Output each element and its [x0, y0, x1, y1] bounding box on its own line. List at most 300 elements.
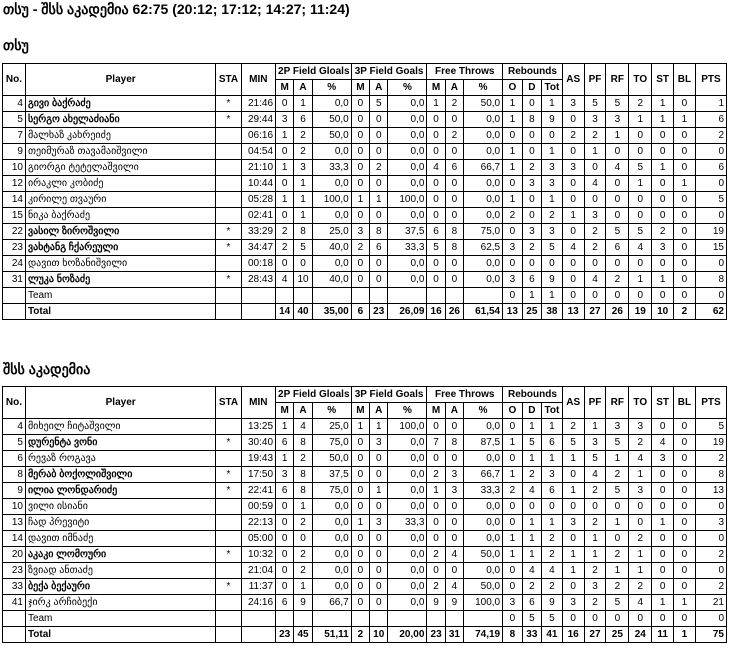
minutes: 34:47 — [241, 240, 275, 256]
stat-m2: 0 — [276, 256, 294, 272]
minutes: 22:13 — [241, 515, 275, 531]
stat-st: 0 — [652, 208, 674, 224]
stat-af: 4 — [445, 547, 463, 563]
stat-a2: 8 — [294, 435, 312, 451]
stat-a2: 2 — [294, 144, 312, 160]
stat-tot: 3 — [542, 160, 563, 176]
stat-af: 0 — [445, 112, 463, 128]
stat-d: 6 — [522, 272, 542, 288]
stat-p2: 50,0 — [312, 451, 351, 467]
stat-tot: 9 — [542, 595, 563, 611]
stat-m3: 0 — [351, 176, 369, 192]
stat-p3: 33,3 — [388, 515, 427, 531]
stat-af: 0 — [445, 208, 463, 224]
stat-p3: 0,0 — [388, 160, 427, 176]
player-number: 8 — [3, 467, 26, 483]
stat-tot: 1 — [542, 419, 563, 435]
player-name: ლუკა ნოზაძე — [25, 272, 215, 288]
starter-mark — [216, 531, 241, 547]
stat-tot: 0 — [542, 256, 563, 272]
col-header-bl: BL — [674, 387, 696, 419]
stat-tot: 6 — [542, 435, 563, 451]
stat-rf: 2 — [606, 272, 629, 288]
stat-bl: 0 — [674, 579, 696, 595]
game-title: თსუ - შსს აკადემია 62:75 (20:12; 17:12; 14:27; 11:24) — [3, 1, 350, 17]
minutes: 02:41 — [241, 208, 275, 224]
player-name: ჩად პრევიტი — [25, 515, 215, 531]
player-row — [3, 499, 727, 515]
stat-st: 0 — [652, 467, 674, 483]
stat-tot: 1 — [542, 192, 563, 208]
stat-as: 0 — [562, 531, 584, 547]
total-pf: 74,19 — [464, 627, 503, 643]
stat-o: 1 — [503, 144, 523, 160]
stat-af: 0 — [445, 144, 463, 160]
player-name: კირილე თვაური — [25, 192, 215, 208]
stat-m3: 0 — [351, 128, 369, 144]
stat-st: 1 — [652, 96, 674, 112]
stat-a2: 2 — [294, 563, 312, 579]
stat-a2: 2 — [294, 128, 312, 144]
stat-bl: 0 — [674, 288, 696, 304]
stat-p2: 0,0 — [312, 256, 351, 272]
stat-as: 4 — [562, 240, 584, 256]
stat-as: 3 — [562, 595, 584, 611]
stat-to: 0 — [629, 192, 652, 208]
player-row — [3, 579, 727, 595]
col-subheader-pct: % — [464, 80, 503, 96]
total-a3: 23 — [370, 304, 388, 320]
stat-pf: 50,0 — [464, 547, 503, 563]
stat-to: 1 — [629, 563, 652, 579]
stat-to: 4 — [629, 240, 652, 256]
stat-af: 8 — [445, 224, 463, 240]
stat-pf: 3 — [584, 579, 606, 595]
stat-bl: 1 — [674, 176, 696, 192]
player-number — [3, 288, 26, 304]
stat-p2: 25,0 — [312, 224, 351, 240]
col-subheader-o: O — [503, 403, 523, 419]
stat-m3: 0 — [351, 144, 369, 160]
player-row — [3, 208, 727, 224]
stat-pts: 5 — [695, 192, 726, 208]
stat-pts: 8 — [695, 467, 726, 483]
stat-p3: 0,0 — [388, 579, 427, 595]
stat-af: 0 — [445, 515, 463, 531]
stat-a2 — [294, 611, 312, 627]
stat-a3: 0 — [370, 547, 388, 563]
stat-a3: 3 — [370, 515, 388, 531]
stat-pts: 2 — [695, 547, 726, 563]
stat-mf: 0 — [427, 515, 445, 531]
starter-mark — [216, 595, 241, 611]
stat-m2: 3 — [276, 467, 294, 483]
player-name: მიხეილ ჩიტაშვილი — [25, 419, 215, 435]
starter-mark: * — [216, 483, 241, 499]
player-row — [3, 451, 727, 467]
stat-p3: 37,5 — [388, 224, 427, 240]
col-header-player: Player — [25, 64, 215, 96]
stat-af: 4 — [445, 579, 463, 595]
stat-pts: 0 — [695, 208, 726, 224]
stat-to: 2 — [629, 435, 652, 451]
stat-pts: 0 — [695, 499, 726, 515]
col-subheader-m: M — [427, 403, 445, 419]
stat-m2: 0 — [276, 208, 294, 224]
stat-tot: 2 — [542, 547, 563, 563]
stat-st: 0 — [652, 483, 674, 499]
col-header-bl: BL — [674, 64, 696, 96]
total-no-blank — [3, 627, 26, 643]
col-subheader-pct: % — [464, 403, 503, 419]
stat-o: 0 — [503, 419, 523, 435]
starter-mark: * — [216, 224, 241, 240]
stat-a3: 8 — [370, 224, 388, 240]
total-row — [3, 627, 727, 643]
stat-tot: 1 — [542, 515, 563, 531]
stat-m2: 0 — [276, 176, 294, 192]
stat-as: 5 — [562, 435, 584, 451]
stat-o: 0 — [503, 224, 523, 240]
player-name: დურენტა ვონი — [25, 435, 215, 451]
stat-pf: 0,0 — [464, 563, 503, 579]
stat-pf: 0,0 — [464, 192, 503, 208]
minutes: 11:37 — [241, 579, 275, 595]
player-name: გივი ბაქრაძე — [25, 96, 215, 112]
minutes — [241, 611, 275, 627]
stat-m3: 1 — [351, 419, 369, 435]
stat-d: 4 — [522, 563, 542, 579]
stat-pf: 3 — [584, 112, 606, 128]
stat-p2: 25,0 — [312, 419, 351, 435]
stat-a2: 1 — [294, 579, 312, 595]
stat-bl: 0 — [674, 272, 696, 288]
stat-a3: 0 — [370, 144, 388, 160]
stat-m3: 0 — [351, 499, 369, 515]
stat-pf: 0,0 — [464, 176, 503, 192]
team-name-home: თსუ — [3, 37, 29, 53]
col-header-st: ST — [652, 64, 674, 96]
starter-mark — [216, 192, 241, 208]
minutes: 30:40 — [241, 435, 275, 451]
stat-tot: 1 — [542, 288, 563, 304]
stat-a3: 0 — [370, 595, 388, 611]
stat-mf: 2 — [427, 547, 445, 563]
stat-m2: 0 — [276, 579, 294, 595]
stat-p2: 50,0 — [312, 112, 351, 128]
stat-a3: 1 — [370, 419, 388, 435]
stat-pf: 2 — [584, 240, 606, 256]
player-number: 5 — [3, 112, 26, 128]
stat-p2: 0,0 — [312, 531, 351, 547]
stat-p2: 0,0 — [312, 499, 351, 515]
col-subheader-a: A — [445, 403, 463, 419]
stat-p2: 0,0 — [312, 515, 351, 531]
stat-to: 1 — [629, 467, 652, 483]
stat-p2 — [312, 288, 351, 304]
stat-pts: 2 — [695, 128, 726, 144]
stat-as: 0 — [562, 467, 584, 483]
stat-to: 0 — [629, 611, 652, 627]
total-no-blank — [3, 304, 26, 320]
stat-pf: 3 — [584, 208, 606, 224]
stat-o: 0 — [503, 451, 523, 467]
starter-mark — [216, 144, 241, 160]
starter-mark: * — [216, 112, 241, 128]
total-sta-blank — [216, 304, 241, 320]
stat-mf: 2 — [427, 467, 445, 483]
stat-a3: 0 — [370, 112, 388, 128]
stat-o: 1 — [503, 531, 523, 547]
stat-p3: 0,0 — [388, 435, 427, 451]
col-subheader-m: M — [276, 80, 294, 96]
starter-mark — [216, 208, 241, 224]
player-name: გიორგი ტეტელაშვილი — [25, 160, 215, 176]
stat-tot: 2 — [542, 531, 563, 547]
stat-d: 2 — [522, 579, 542, 595]
stat-m3: 0 — [351, 547, 369, 563]
stat-m2: 3 — [276, 112, 294, 128]
player-name: თეიმურაზ თავამაიშვილი — [25, 144, 215, 160]
stat-pf: 62,5 — [464, 240, 503, 256]
player-name: ვილი ისიანი — [25, 499, 215, 515]
stat-bl: 0 — [674, 467, 696, 483]
total-d: 33 — [522, 627, 542, 643]
player-row — [3, 515, 727, 531]
stat-pf: 2 — [584, 128, 606, 144]
player-row — [3, 595, 727, 611]
stat-pts: 0 — [695, 144, 726, 160]
col-subheader-a: A — [445, 80, 463, 96]
stat-o: 0 — [503, 563, 523, 579]
stat-pf: 0 — [584, 160, 606, 176]
stat-d: 2 — [522, 240, 542, 256]
stat-to: 4 — [629, 595, 652, 611]
total-row — [3, 304, 727, 320]
minutes: 10:32 — [241, 547, 275, 563]
stat-st: 1 — [652, 515, 674, 531]
stat-tot: 2 — [542, 208, 563, 224]
stat-pts: 6 — [695, 112, 726, 128]
stat-st: 3 — [652, 451, 674, 467]
stat-as: 3 — [562, 96, 584, 112]
stat-m2: 0 — [276, 515, 294, 531]
stat-rf: 0 — [606, 208, 629, 224]
stat-af: 0 — [445, 256, 463, 272]
player-row — [3, 467, 727, 483]
col-subheader-d: D — [522, 80, 542, 96]
minutes: 13:25 — [241, 419, 275, 435]
stat-a2: 0 — [294, 256, 312, 272]
stat-bl: 1 — [674, 112, 696, 128]
minutes: 19:43 — [241, 451, 275, 467]
stat-tot: 1 — [542, 96, 563, 112]
player-number: 33 — [3, 579, 26, 595]
player-number: 15 — [3, 208, 26, 224]
stat-bl: 1 — [674, 595, 696, 611]
minutes: 10:44 — [241, 176, 275, 192]
stat-p3: 100,0 — [388, 192, 427, 208]
player-name: ილია ლონდარიძე — [25, 483, 215, 499]
stat-as: 0 — [562, 272, 584, 288]
stat-st: 0 — [652, 611, 674, 627]
stat-d: 1 — [522, 515, 542, 531]
stat-p2: 0,0 — [312, 547, 351, 563]
stat-mf: 1 — [427, 483, 445, 499]
stat-d: 1 — [522, 288, 542, 304]
stat-mf: 0 — [427, 256, 445, 272]
stat-m2: 6 — [276, 595, 294, 611]
stat-pf: 0 — [584, 256, 606, 272]
stat-rf: 5 — [606, 483, 629, 499]
stat-m2: 2 — [276, 224, 294, 240]
stat-af: 3 — [445, 483, 463, 499]
total-st: 11 — [652, 627, 674, 643]
col-subheader-pct: % — [312, 403, 351, 419]
stat-mf: 0 — [427, 192, 445, 208]
stat-af: 9 — [445, 595, 463, 611]
stat-a2: 5 — [294, 240, 312, 256]
stat-pf: 2 — [584, 515, 606, 531]
starter-mark — [216, 419, 241, 435]
stat-to: 0 — [629, 499, 652, 515]
stat-m2: 6 — [276, 435, 294, 451]
stat-af: 0 — [445, 451, 463, 467]
stat-a3 — [370, 288, 388, 304]
stat-p2: 0,0 — [312, 579, 351, 595]
stat-p3: 33,3 — [388, 240, 427, 256]
stat-tot: 9 — [542, 272, 563, 288]
stat-af — [445, 611, 463, 627]
starter-mark — [216, 176, 241, 192]
stat-tot: 0 — [542, 128, 563, 144]
stat-af: 0 — [445, 272, 463, 288]
player-number: 24 — [3, 256, 26, 272]
minutes: 29:44 — [241, 112, 275, 128]
stat-st: 1 — [652, 272, 674, 288]
stat-to: 0 — [629, 256, 652, 272]
stat-a2: 1 — [294, 499, 312, 515]
total-o: 8 — [503, 627, 523, 643]
stat-pf: 4 — [584, 272, 606, 288]
stat-o: 1 — [503, 192, 523, 208]
total-a2: 45 — [294, 627, 312, 643]
stat-p3: 0,0 — [388, 531, 427, 547]
stat-p2: 0,0 — [312, 96, 351, 112]
player-name: დავით ხოზანიშვილი — [25, 256, 215, 272]
stat-rf: 3 — [606, 419, 629, 435]
stat-o: 0 — [503, 499, 523, 515]
stat-m3: 0 — [351, 483, 369, 499]
stat-bl: 0 — [674, 499, 696, 515]
stat-mf: 9 — [427, 595, 445, 611]
stat-mf: 1 — [427, 96, 445, 112]
total-m2: 14 — [276, 304, 294, 320]
stat-af: 0 — [445, 563, 463, 579]
stat-rf: 0 — [606, 531, 629, 547]
stat-a3: 1 — [370, 192, 388, 208]
player-row — [3, 611, 727, 627]
stat-tot: 1 — [542, 451, 563, 467]
stat-o: 0 — [503, 611, 523, 627]
total-m3: 2 — [351, 627, 369, 643]
stat-pf: 5 — [584, 451, 606, 467]
player-number: 5 — [3, 435, 26, 451]
stat-pf: 50,0 — [464, 96, 503, 112]
stat-p2: 100,0 — [312, 192, 351, 208]
stat-bl: 0 — [674, 96, 696, 112]
stat-mf: 0 — [427, 451, 445, 467]
stat-d: 8 — [522, 112, 542, 128]
stat-pts: 0 — [695, 176, 726, 192]
stat-p3: 0,0 — [388, 208, 427, 224]
total-pf: 27 — [584, 304, 606, 320]
stat-pf: 0,0 — [464, 112, 503, 128]
stat-rf: 0 — [606, 176, 629, 192]
stat-m3: 2 — [351, 240, 369, 256]
col-subheader-pct: % — [388, 403, 427, 419]
stat-rf: 1 — [606, 515, 629, 531]
stat-af: 3 — [445, 467, 463, 483]
starter-mark: * — [216, 547, 241, 563]
stat-d: 0 — [522, 144, 542, 160]
stat-st: 0 — [652, 547, 674, 563]
stat-mf: 4 — [427, 160, 445, 176]
stat-p3: 0,0 — [388, 595, 427, 611]
stat-pf: 0,0 — [464, 499, 503, 515]
stat-mf: 0 — [427, 499, 445, 515]
player-row — [3, 256, 727, 272]
col-header-no: No. — [3, 64, 26, 96]
player-number: 14 — [3, 531, 26, 547]
stat-as: 2 — [562, 419, 584, 435]
stat-p3: 0,0 — [388, 144, 427, 160]
stat-as: 1 — [562, 547, 584, 563]
stat-pf: 0 — [584, 499, 606, 515]
stat-pf: 0 — [584, 288, 606, 304]
stat-a2: 8 — [294, 483, 312, 499]
stat-pts: 5 — [695, 419, 726, 435]
total-pf: 27 — [584, 627, 606, 643]
stat-d: 4 — [522, 483, 542, 499]
stat-mf: 0 — [427, 272, 445, 288]
stat-as: 0 — [562, 579, 584, 595]
stat-as: 1 — [562, 563, 584, 579]
stat-o: 0 — [503, 579, 523, 595]
player-number: 31 — [3, 272, 26, 288]
stat-to: 5 — [629, 160, 652, 176]
minutes: 28:43 — [241, 272, 275, 288]
player-name: მერაბ ბოქოლიშვილი — [25, 467, 215, 483]
stat-mf: 0 — [427, 563, 445, 579]
col-subheader-m: M — [351, 403, 369, 419]
stat-a3 — [370, 611, 388, 627]
stat-a3: 3 — [370, 435, 388, 451]
stat-p2: 50,0 — [312, 128, 351, 144]
total-af: 26 — [445, 304, 463, 320]
stat-m2 — [276, 288, 294, 304]
stat-m3: 0 — [351, 112, 369, 128]
stat-rf: 0 — [606, 256, 629, 272]
stat-mf: 0 — [427, 128, 445, 144]
stat-pts: 0 — [695, 531, 726, 547]
stat-m2: 0 — [276, 547, 294, 563]
col-header-pf: PF — [584, 387, 606, 419]
header-row — [3, 64, 727, 80]
player-row — [3, 272, 727, 288]
col-header-pf: PF — [584, 64, 606, 96]
stat-d: 3 — [522, 224, 542, 240]
